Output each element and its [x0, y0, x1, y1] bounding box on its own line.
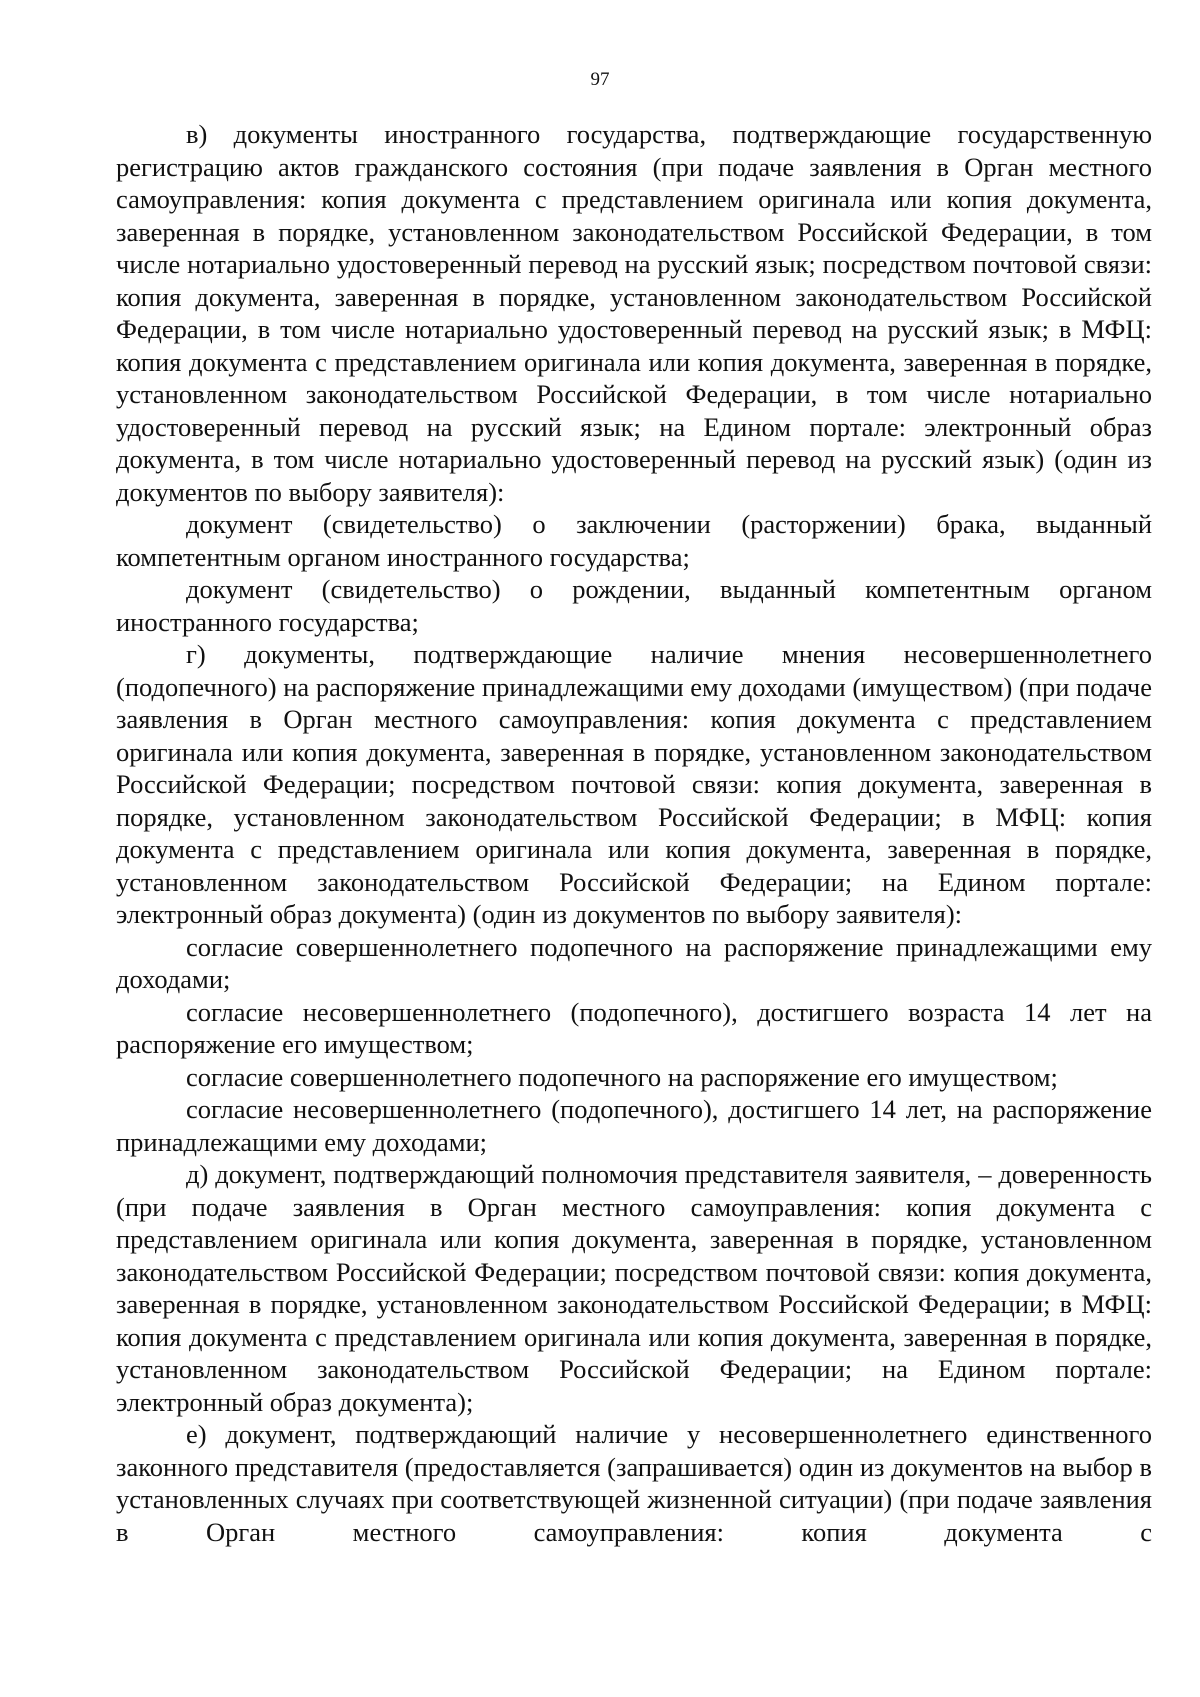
paragraph-consent-adult-property: согласие совершеннолетнего подопечного на распоряжение его имуществом;	[186, 1061, 1058, 1092]
paragraph-birth-certificate: документ (свидетельство) о рождении, выданный компетентным органом иностранного государства;	[116, 574, 1152, 637]
paragraph-e-sole-representative: е) документ, подтверждающий наличие у несовершеннолетнего единственного законного представителя (предоставляется (запрашивается) один из документов на выбор в установленных случаях при соответствующей жизненной ситуации) (при подаче заявления в Орган местного самоуправления: копия документа с	[116, 1419, 1152, 1547]
document-body	[116, 118, 1152, 1548]
page-number: 97	[590, 69, 610, 90]
paragraph-consent-minor-income: согласие несовершеннолетнего (подопечного), достигшего 14 лет, на распоряжение принадлежащими ему доходами;	[116, 1094, 1152, 1157]
paragraph-consent-minor-property: согласие несовершеннолетнего (подопечного), достигшего возраста 14 лет на распоряжение его имуществом;	[116, 996, 1152, 1059]
paragraph-v-foreign-documents: в) документы иностранного государства, подтверждающие государственную регистрацию актов гражданского состояния (при подаче заявления в Орган местного самоуправления: копия документа с представлением оригинала или копия документа, заверенная в порядке, установленном законодательством Российской Федерации, в том числе нотариально удостоверенный перевод на русский язык; посредством почтовой связи: копия документа, заверенная в порядке, установленном законодательством Российской Федерации, в том числе нотариально удостоверенный перевод на русский язык; в МФЦ: копия документа с представлением оригинала или копия документа, заверенная в порядке, установленном законодательством Российской Федерации, в том числе нотариально удостоверенный перевод на русский язык; на Едином портале: электронный образ документа, в том числе нотариально удостоверенный перевод на русский язык) (один из документов по выбору заявителя):	[116, 119, 1152, 507]
paragraph-marriage-certificate: документ (свидетельство) о заключении (расторжении) брака, выданный компетентным органом иностранного государства;	[116, 509, 1152, 572]
paragraph-g-minor-opinion: г) документы, подтверждающие наличие мнения несовершеннолетнего (подопечного) на распоряжение принадлежащими ему доходами (имуществом) (при подаче заявления в Орган местного самоуправления: копия документа с представлением оригинала или копия документа, заверенная в порядке, установленном законодательством Российской Федерации; посредством почтовой связи: копия документа, заверенная в порядке, установленном законодательством Российской Федерации; в МФЦ: копия документа с представлением оригинала или копия документа, заверенная в порядке, установленном законодательством Российской Федерации; на Едином портале: электронный образ документа) (один из документов по выбору заявителя):	[116, 639, 1152, 929]
paragraph-d-power-of-attorney: д) документ, подтверждающий полномочия представителя заявителя, – доверенность (при подаче заявления в Орган местного самоуправления: копия документа с представлением оригинала или копия документа, заверенная в порядке, установленном законодательством Российской Федерации; посредством почтовой связи: копия документа, заверенная в порядке, установленном законодательством Российской Федерации; в МФЦ: копия документа с представлением оригинала или копия документа, заверенная в порядке, установленном законодательством Российской Федерации; на Едином портале: электронный образ документа);	[116, 1159, 1152, 1417]
paragraph-consent-adult-income: согласие совершеннолетнего подопечного на распоряжение принадлежащими ему доходами;	[116, 931, 1152, 994]
